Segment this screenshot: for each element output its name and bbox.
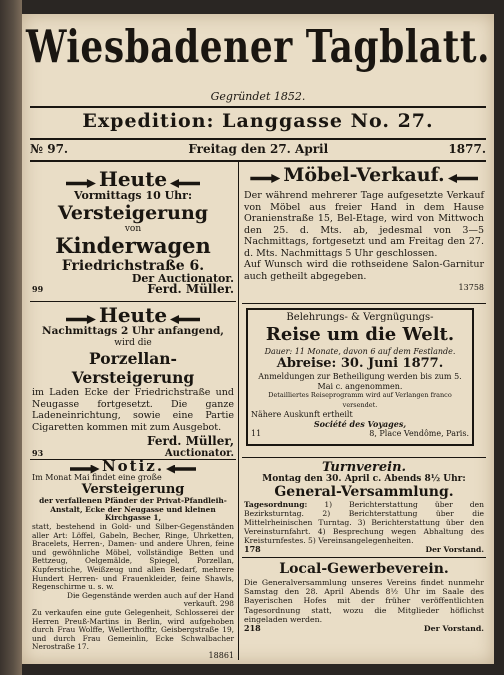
ad-departure: Abreise: 30. Juni 1877. [276, 356, 444, 371]
ad-text: Die Generalversammlung unseres Vereins findet nunmehr Samstag den 28. April Abends 8½ Uhr im Saale des Bayerischen Hofes mit der früher veröffentlichten Tagesordnung statt, wozu die Mitglieder höflichst eingeladen werden. [244, 578, 484, 624]
ad-sign: Der Vorstand. [423, 624, 484, 634]
ad-duration: Dauer: 11 Monate, davon 6 auf dem Festlande. [264, 346, 456, 356]
pointing-hand-icon [448, 174, 478, 183]
date-rule-top [30, 138, 486, 140]
ad-heading: Heute [98, 303, 168, 327]
ad-headline: Local-Gewerbeverein. [279, 561, 449, 577]
ad-moebel [244, 164, 484, 294]
pointing-hand-icon [250, 174, 280, 183]
ad-heading: Notiz. [101, 457, 165, 475]
ad-porzellan [32, 304, 234, 459]
ad-place: Friedrichstraße 6. [61, 258, 205, 274]
pointing-hand-icon [170, 179, 200, 188]
ad-time: Nachmittags 2 Uhr anfangend, [42, 325, 224, 337]
column-divider [238, 162, 239, 660]
ad-footer-note: Die Gegenstände werden auch auf der Hand verkauft. 298 [67, 590, 234, 609]
ad-separator [242, 303, 486, 304]
ad-time: Vormittags 10 Uhr: [73, 189, 193, 202]
founded-line: Gegründet 1852. [210, 90, 306, 103]
ad-separator [242, 457, 486, 458]
ad-text-2: Auf Wunsch wird die rothseidene Salon-Garnitur auch getheilt abgegeben. [244, 259, 484, 282]
issue-number: № 97. [30, 142, 69, 156]
ad-headline: Versteigerung [57, 201, 209, 224]
ad-role: Auctionator. [164, 447, 234, 459]
ad-agenda-label: Tagesordnung: [244, 500, 308, 509]
ad-note-2: Detailliertes Reiseprogramm wird auf Verlangen franco versendet. [268, 391, 452, 409]
ad-address: 8, Place Vendôme, Paris. [369, 429, 469, 438]
ad-company: Société des Voyages, [313, 418, 407, 429]
ad-info: Nähere Auskunft ertheilt [251, 410, 353, 419]
ad-heading: Heute [98, 167, 168, 191]
ad-number: 178 [244, 544, 261, 554]
issue-date: Freitag den 27. April [188, 142, 329, 156]
ad-text-3: Zu verkaufen eine gute Gelegenheit, Schlosserei der Herren Preuß-Martins in Berlin, wird aufgehoben durch Frau Wolffe, Wellerthofftr, Geisbergstraße 19, und durch Frau Gemeinlin, Ecke Schwalbacher Nerostraße 17. [32, 607, 234, 652]
ad-gewerbe [244, 560, 484, 633]
ad-notiz [32, 457, 234, 660]
ad-von: von [124, 223, 142, 234]
ad-intro: Im Monat Mai findet eine große [32, 472, 162, 482]
ad-subhead: Versteigerung [81, 482, 185, 498]
masthead-title: Wiesbadener Tagblatt. [25, 20, 491, 74]
ad-number: 18861 [208, 650, 234, 660]
pointing-hand-icon [170, 315, 200, 324]
issue-year: 1877. [448, 142, 486, 156]
ad-turnverein [244, 460, 484, 554]
masthead-rule [30, 106, 486, 108]
ad-kinderwagen [32, 164, 234, 296]
dateline [30, 142, 486, 156]
expedition-line: Expedition: Langgasse No. 27. [82, 110, 434, 132]
pointing-hand-icon [166, 465, 196, 474]
ad-number: 13758 [458, 283, 484, 292]
ad-when: Montag den 30. April c. Abends 8½ Uhr: [262, 474, 466, 484]
ad-title: General-Versammlung. [274, 484, 454, 500]
ad-headline: Porzellan-Versteigerung [71, 349, 195, 387]
pointing-hand-icon [66, 315, 96, 324]
ad-text: Der während mehrerer Tage aufgesetzte Verkauf von Möbel aus freier Hand in dem Hause Oranienstraße 15, Bel-Etage, wird von Mittwoch den 25. d. Mts. ab, jedesmal von 3—5 Nachmittags, fortgesetzt und am Freitag den 27. d. Mts. Nachmittags 5 Uhr geschlossen. [244, 190, 484, 259]
pointing-hand-icon [66, 179, 96, 188]
ad-sign: Der Vorstand. [425, 545, 484, 554]
ad-wird: wird die [114, 337, 152, 348]
ad-headline: Turnverein. [321, 460, 407, 475]
ad-number: 218 [244, 623, 261, 634]
ad-text-1: der verfallenen Pfänder der Privat-Pfandleih-Anstalt, Ecke der Neugasse und kleinen Kirchgasse 1, [39, 496, 227, 523]
ad-reise [246, 308, 474, 446]
ad-role: Der Auctionator. [131, 271, 234, 285]
ad-number: 11 [251, 429, 262, 438]
ad-name: Ferd. Müller, [147, 434, 234, 448]
ad-note-1: Anmeldungen zur Betheiligung werden bis zum 5. Mai c. angenommen. [258, 372, 462, 391]
ad-number: 93 [32, 447, 44, 458]
ad-name: Ferd. Müller. [147, 282, 234, 296]
ad-agenda: 1) Berichterstattung über den Bezirksturntag. 2) Berichterstattung über die Mittelrheinischen Turntag. 3) Berichterstattung über den Vereinsturnfahrt. 4) Besprechung wegen Abhaltung des Kreisturnfestes. 5) Vereinsangelegenheiten. [244, 500, 484, 545]
ad-text-2: statt, bestehend in Gold- und Silber-Gegenständen aller Art: Löffel, Gabeln, Becher, Ringe, Uhrketten, Bracelets, Herren-, Damen- und andere Uhren, feine und gewöhnliche Möbel, vollständige Betten und Bettzeug, Oelgemälde, Spiegel, Porzellan, Kupferstiche, Weißzeug und allen Bedarf, mehrere Hundert Herren- und Frauenkleider, feine Shawls, Regenschirme u. s. w. [32, 521, 234, 592]
date-rule-bottom [30, 160, 486, 162]
ad-title: Reise um die Welt. [265, 323, 455, 345]
ad-header: Belehrungs- & Vergnügungs- [286, 312, 434, 323]
ad-separator [242, 557, 486, 558]
ad-separator [30, 301, 236, 302]
newspaper-page [22, 14, 494, 664]
ad-text: im Laden Ecke der Friedrichstraße und Neugasse fortgesetzt. Die ganze Ladeneinrichtung, sowie eine Partie Cigaretten kommen mit zum Ausgebot. [32, 387, 234, 433]
ad-heading: Möbel-Verkauf. [283, 164, 445, 186]
book-spine [0, 0, 22, 675]
ad-number: 99 [32, 284, 44, 294]
ad-item: Kinderwagen [55, 233, 211, 258]
